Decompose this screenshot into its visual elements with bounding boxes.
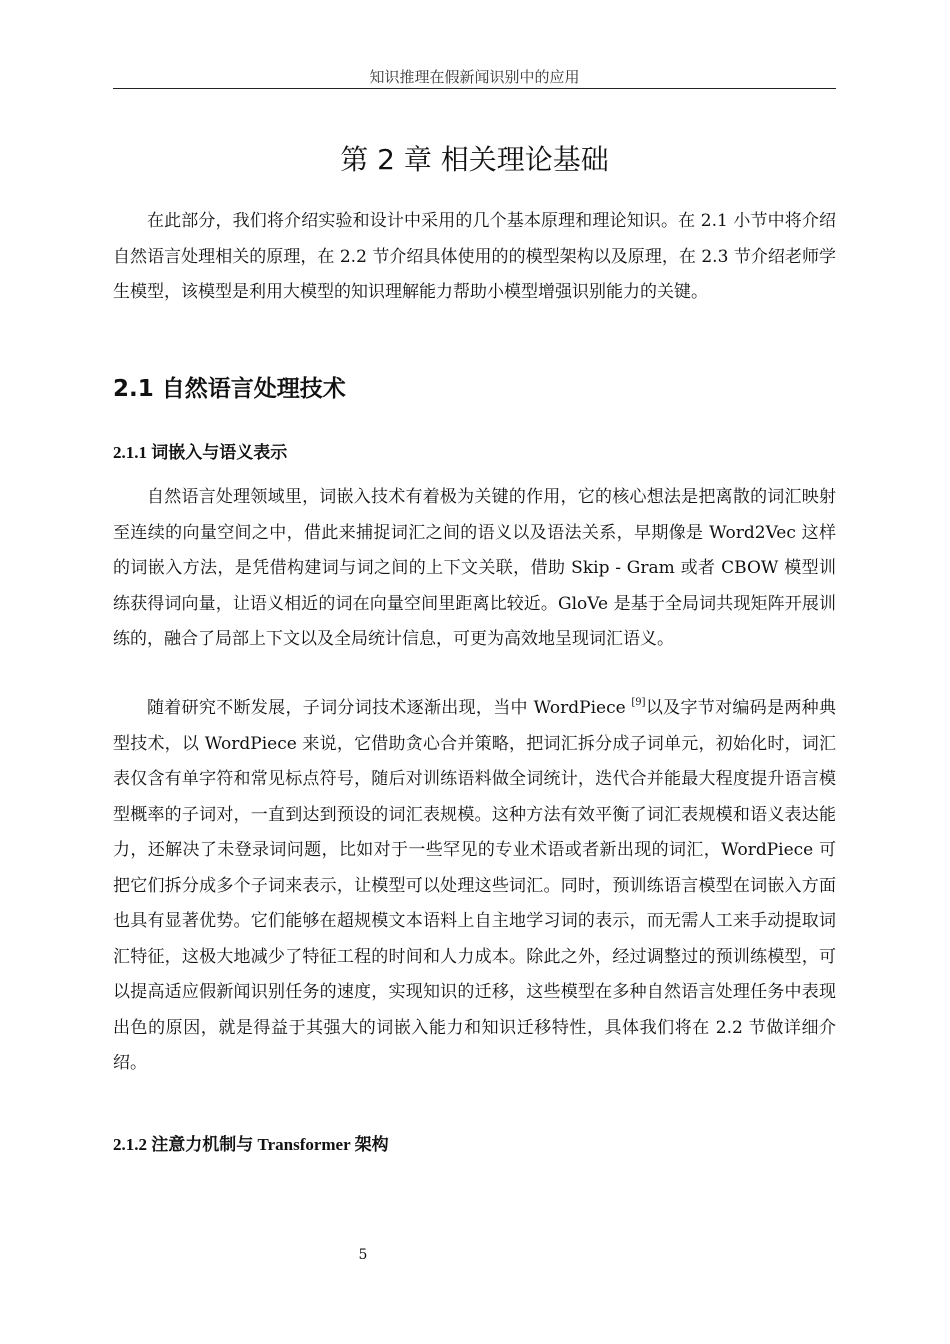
subsection-title-2-1-1: 2.1.1 词嵌入与语义表示 bbox=[113, 443, 288, 462]
section-title-2-1: 2.1 自然语言处理技术 bbox=[113, 376, 346, 402]
paragraph-word-embedding: 自然语言处理领域里，词嵌入技术有着极为关键的作用，它的核心想法是把离散的词汇映射至连续的向量空间之中，借此来捕捉词汇之间的语义以及语法关系，早期像是 Word2Vec 这样的词嵌入方法，是凭借构建词与词之间的上下文关联，借助 Skip - Gram 或者 CBOW 模型训练获得词向量，让语义相近的词在向量空间里距离比较近。GloVe 是基于全局词共现矩阵开展训练的，融合了局部上下文以及全局统计信息，可更为高效地呈现词汇语义。 bbox=[113, 487, 836, 649]
paragraph-subword bbox=[113, 691, 836, 1082]
paragraph-subword-lead: 随着研究不断发展，子词分词技术逐渐出现，当中 WordPiece bbox=[147, 698, 632, 718]
page-number: 5 bbox=[358, 1247, 368, 1263]
running-header: 知识推理在假新闻识别中的应用 bbox=[113, 66, 836, 89]
intro-paragraph: 在此部分，我们将介绍实验和设计中采用的几个基本原理和理论知识。在 2.1 小节中将介绍自然语言处理相关的原理，在 2.2 节介绍具体使用的的模型架构以及原理，在 2.3 节介绍老师学生模型，该模型是利用大模型的知识理解能力帮助小模型增强识别能力的关键。 bbox=[113, 211, 836, 302]
chapter-title: 第 2 章 相关理论基础 bbox=[340, 143, 609, 176]
paragraph-subword-rest: 以及字节对编码是两种典型技术，以 WordPiece 来说，它借助贪心合并策略，把词汇拆分成子词单元，初始化时，词汇表仅含有单字符和常见标点符号，随后对训练语料做全词统计，迭代合并能最大程度提升语言模型概率的子词对，一直到达到预设的词汇表规模。这种方法有效平衡了词汇表规模和语义表达能力，还解决了未登录词问题，比如对于一些罕见的专业术语或者新出现的词汇，WordPiece 可把它们拆分成多个子词来表示，让模型可以处理这些词汇。同时，预训练语言模型在词嵌入方面也具有显著优势。它们能够在超规模文本语料上自主地学习词的表示，而无需人工来手动提取词汇特征，这极大地减少了特征工程的时间和人力成本。除此之外，经过调整过的预训练模型，可以提高适应假新闻识别任务的速度，实现知识的迁移，这些模型在多种自然语言处理任务中表现出色的原因，就是得益于其强大的词嵌入能力和知识迁移特性，具体我们将在 2.2 节做详细介绍。 bbox=[113, 698, 836, 1073]
citation-9[interactable]: [9] bbox=[631, 697, 646, 708]
subsection-title-2-1-2: 2.1.2 注意力机制与 Transformer 架构 bbox=[113, 1135, 389, 1154]
